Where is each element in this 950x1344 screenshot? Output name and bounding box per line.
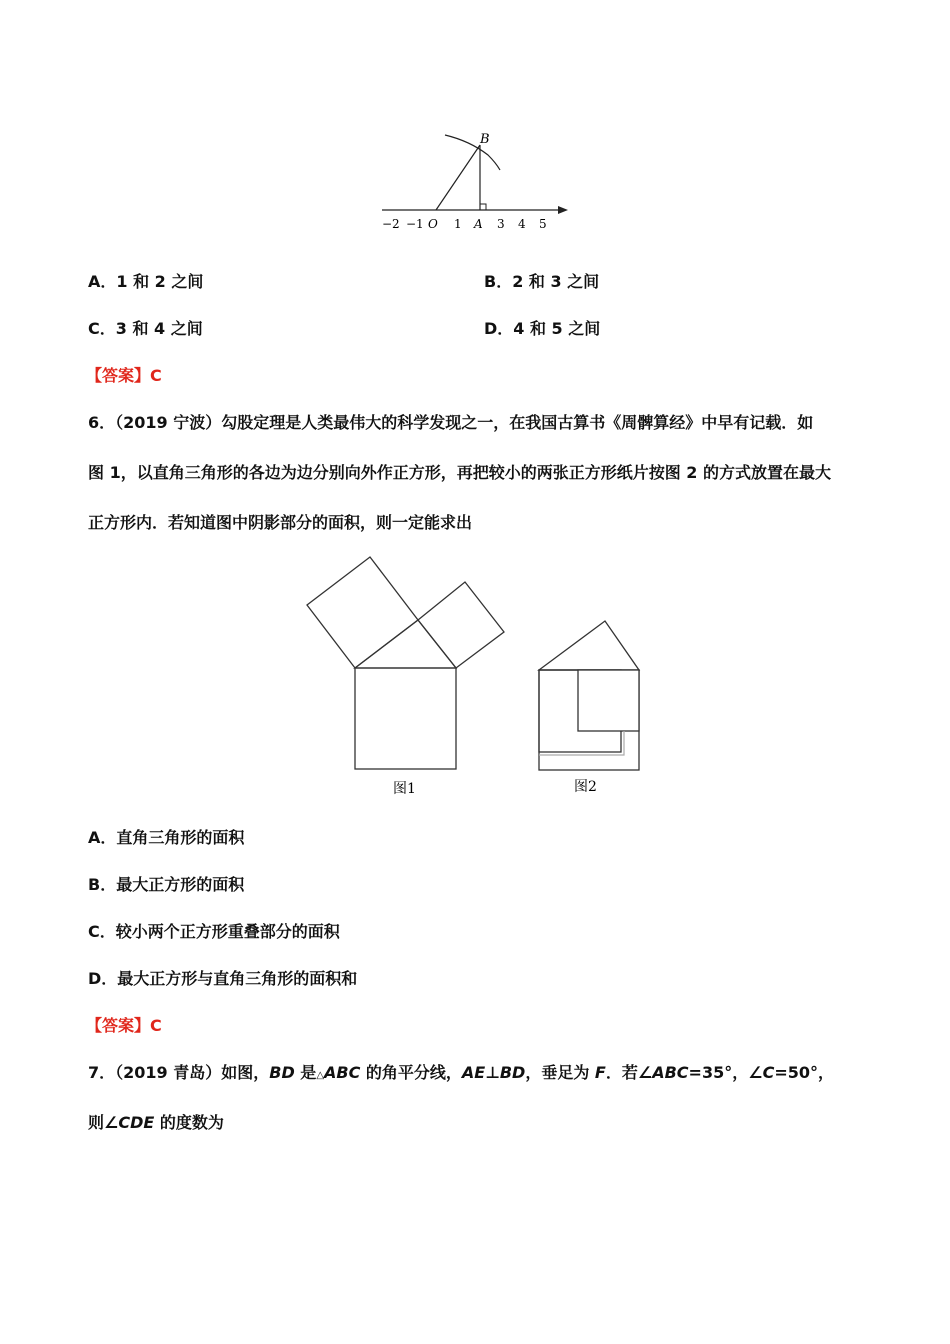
- fig1-square-right: [418, 582, 504, 668]
- q5-answer: 【答案】C: [86, 366, 162, 385]
- q6-stem-line1: 6．（2019 宁波）勾股定理是人类最伟大的科学发现之一，在我国古算书《周髀算经》中早有记载．如: [88, 413, 814, 432]
- fig1-square-large: [355, 668, 456, 769]
- q7-if: ．若∠: [605, 1063, 653, 1082]
- q7-bisector: 的角平分线，: [360, 1063, 462, 1082]
- tick-neg2: −2: [382, 217, 400, 231]
- q6-answer: 【答案】C: [86, 1016, 162, 1035]
- q6-option-c: C．较小两个正方形重叠部分的面积: [88, 922, 340, 941]
- q7-bd: BD: [269, 1063, 295, 1082]
- q7-ae: AE: [461, 1063, 486, 1082]
- tick-4: 4: [518, 217, 526, 231]
- q7-bd2: BD: [499, 1063, 526, 1082]
- fig2-square-small: [578, 670, 639, 731]
- q6-stem-line3: 正方形内．若知道图中阴影部分的面积，则一定能求出: [88, 513, 473, 532]
- q7-stem-line1: [88, 1063, 834, 1086]
- q7-stem-line2: [88, 1113, 224, 1133]
- fig2-triangle: [539, 621, 639, 670]
- q6-option-b: B．最大正方形的面积: [88, 875, 245, 894]
- q7-deg50: =50°，: [774, 1063, 835, 1082]
- number-line-figure: [370, 125, 580, 235]
- q7-then: 则∠: [88, 1113, 119, 1132]
- q7-abc: ABC: [324, 1063, 361, 1082]
- q5-option-a: A．1 和 2 之间: [88, 272, 204, 291]
- q7-perp: ⊥: [485, 1063, 500, 1082]
- q6-option-d: D．最大正方形与直角三角形的面积和: [88, 969, 358, 988]
- q7-c: C: [762, 1063, 775, 1082]
- q5-option-c: C．3 和 4 之间: [88, 319, 203, 338]
- label-b: B: [480, 132, 490, 147]
- q7-cde: CDE: [118, 1113, 155, 1132]
- label-o: O: [428, 217, 438, 231]
- q6-option-a: A．直角三角形的面积: [88, 828, 245, 847]
- q7-triangle-symbol: △: [316, 1070, 325, 1081]
- right-angle-mark: [480, 204, 486, 210]
- axis-arrow: [558, 206, 568, 214]
- q7-num: 7．（2019 青岛）如图，: [88, 1063, 270, 1082]
- q7-is: 是: [294, 1063, 317, 1082]
- q5-option-d: D．4 和 5 之间: [484, 319, 601, 338]
- fig1-square-left: [307, 557, 418, 668]
- q5-option-b: B．2 和 3 之间: [484, 272, 600, 291]
- tick-neg1: −1: [406, 217, 424, 231]
- segment-ob: [436, 145, 480, 210]
- tick-5: 5: [539, 217, 547, 231]
- pythagoras-figures: [300, 550, 650, 800]
- fig2-label: 图2: [574, 779, 597, 795]
- arc-b: [445, 135, 500, 170]
- q7-deg35: =35°，∠: [688, 1063, 763, 1082]
- q7-f: F: [594, 1063, 606, 1082]
- q7-abc2: ABC: [652, 1063, 689, 1082]
- fig1-label: 图1: [393, 781, 416, 797]
- tick-1: 1: [454, 217, 462, 231]
- q6-stem-line2: 图 1，以直角三角形的各边为边分别向外作正方形，再把较小的两张正方形纸片按图 2 的方式放置在最大: [88, 463, 831, 482]
- tick-3: 3: [497, 217, 505, 231]
- fig1-triangle: [355, 620, 456, 668]
- q7-degree-of: 的度数为: [154, 1113, 224, 1132]
- q7-foot: ，垂足为: [525, 1063, 595, 1082]
- label-a: A: [474, 217, 483, 231]
